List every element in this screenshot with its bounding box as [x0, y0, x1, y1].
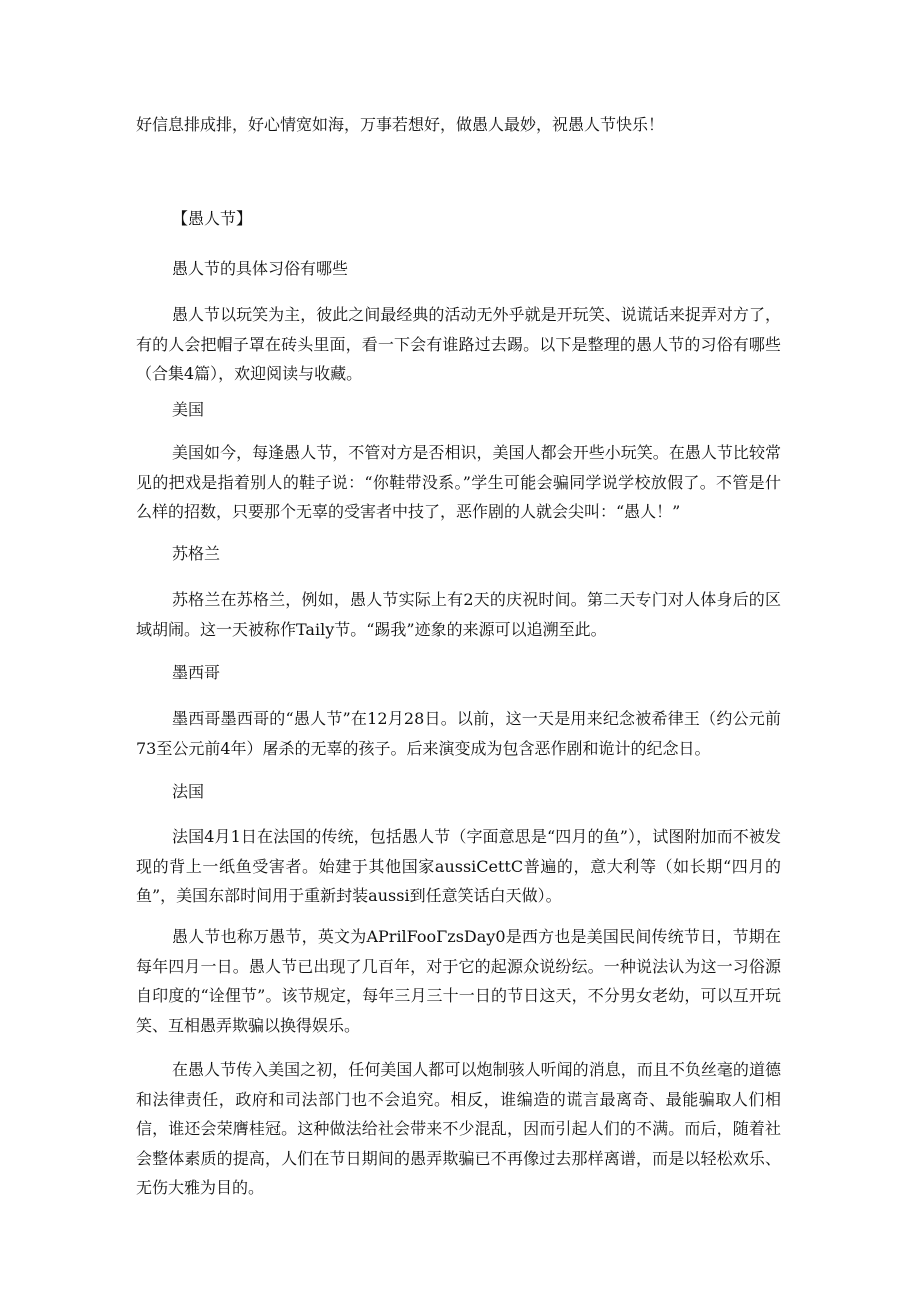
heading-usa: 美国: [172, 400, 205, 419]
paragraph-mexico: 墨西哥墨西哥的“愚人节”在12月28日。以前，这一天是用来纪念被希律王（约公元前73至公元前4年）屠杀的无辜的孩子。后来演变成为包含恶作剧和诡计的纪念日。: [136, 709, 781, 758]
paragraph-france: 法国4月1日在法国的传统，包括愚人节（字面意思是“四月的鱼”），试图附加而不被发现的背上一纸鱼受害者。始建于其他国家aussiCettC普遍的，意大利等（如长期“四月的鱼”，美国东部时间用于重新封装aussi到任意笑话白天做）。: [136, 827, 781, 905]
intro-line: 好信息排成排，好心情宽如海，万事若想好，做愚人最妙，祝愚人节快乐！: [136, 115, 665, 134]
paragraph-history: 在愚人节传入美国之初，任何美国人都可以炮制骇人听闻的消息，而且不负丝毫的道德和法律责任，政府和司法部门也不会追究。相反，谁编造的谎言最离奇、最能骗取人们相信，谁还会荣膺桂冠。这种做法给社会带来不少混乱，因而引起人们的不满。而后，随着社会整体素质的提高，人们在节日期间的愚弄欺骗已不再像过去那样离谱，而是以轻松欢乐、无伤大雅为目的。: [136, 1060, 781, 1197]
paragraph-intro: 愚人节以玩笑为主，彼此之间最经典的活动无外乎就是开玩笑、说谎话来捉弄对方了，有的人会把帽子罩在砖头里面，看一下会有谁路过去踢。以下是整理的愚人节的习俗有哪些（合集4篇），欢迎阅读与收藏。: [136, 305, 781, 383]
heading-scotland: 苏格兰: [172, 544, 221, 563]
article-title: 愚人节的具体习俗有哪些: [172, 259, 349, 278]
paragraph-usa: 美国如今，每逢愚人节，不管对方是否相识，美国人都会开些小玩笑。在愚人节比较常见的把戏是指着别人的鞋子说：“你鞋带没系。”学生可能会骗同学说学校放假了。不管是什么样的招数，只要那个无辜的受害者中技了，恶作剧的人就会尖叫：“愚人！”: [136, 443, 781, 521]
heading-mexico: 墨西哥: [172, 663, 221, 682]
heading-france: 法国: [172, 782, 205, 801]
paragraph-origin: 愚人节也称万愚节，英文为APrilFooΓzsDay0是西方也是美国民间传统节日，节期在每年四月一日。愚人节已出现了几百年，对于它的起源众说纷纭。一种说法认为这一习俗源自印度的“诠俚节”。该节规定，每年三月三十一日的节日这天，不分男女老幼，可以互开玩笑、互相愚弄欺骗以换得娱乐。: [136, 927, 781, 1035]
paragraph-scotland: 苏格兰在苏格兰，例如，愚人节实际上有2天的庆祝时间。第二天专门对人体身后的区域胡闹。这一天被称作Taily节。“踢我”迹象的来源可以追溯至此。: [136, 590, 781, 639]
section-tag: 【愚人节】: [172, 209, 253, 228]
